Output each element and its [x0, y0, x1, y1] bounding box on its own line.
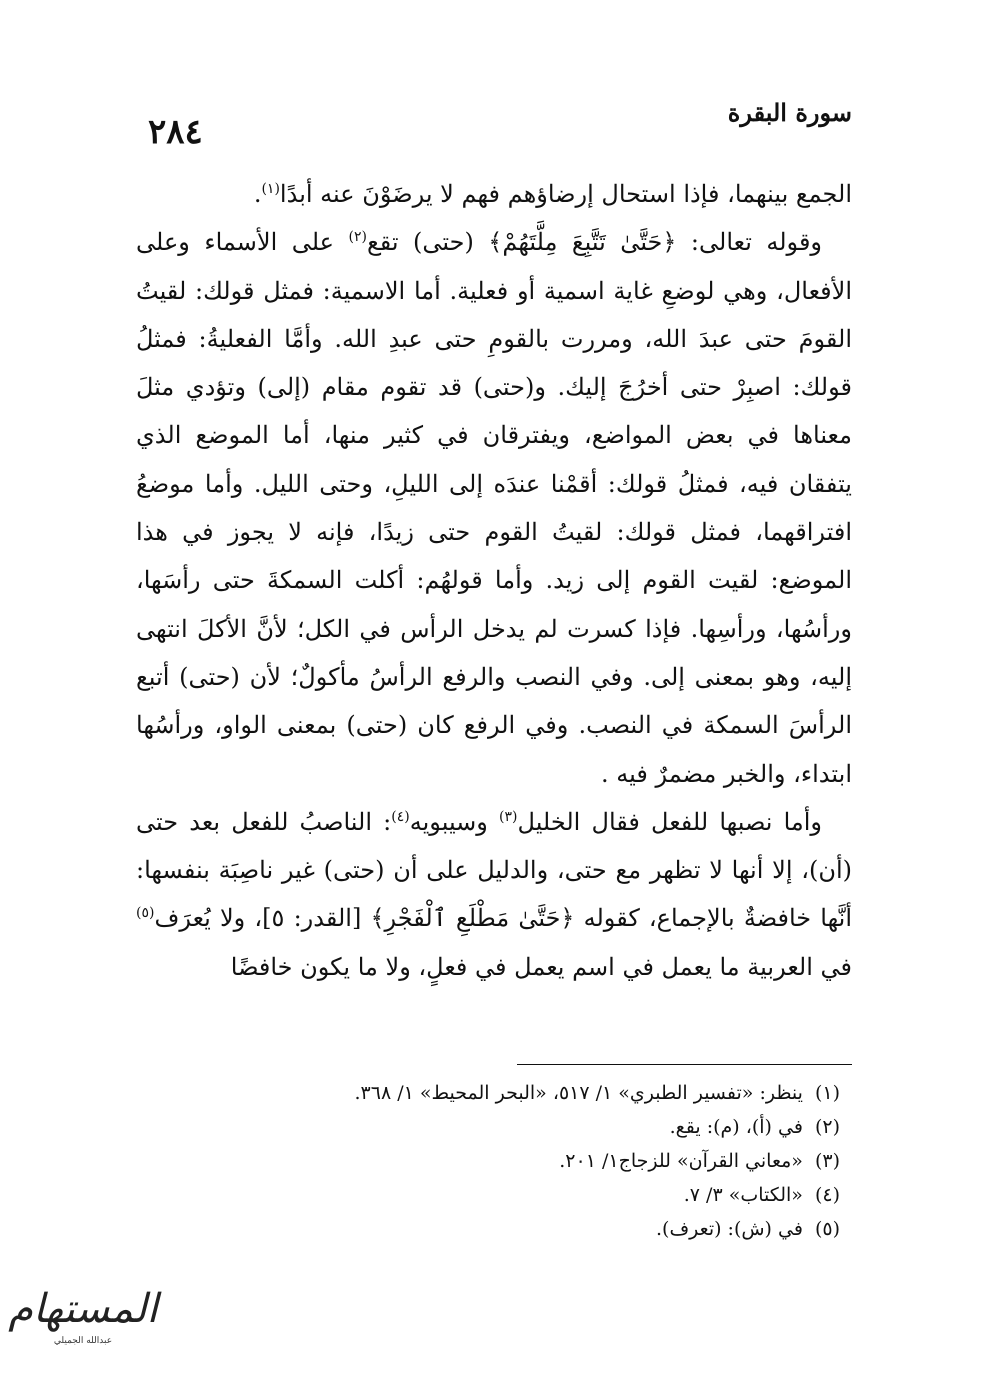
footnote-ref-4[interactable]: (٤) — [391, 808, 410, 825]
footnote-divider — [517, 1064, 852, 1065]
paragraph-2-text-b: (حتى) تقع — [366, 228, 489, 257]
footnote-text: في (ش): (تعرف). — [656, 1218, 803, 1240]
footnote-ref-5[interactable]: (٥) — [136, 905, 155, 922]
footnote-number: (١) — [814, 1082, 840, 1104]
page-header — [148, 98, 852, 152]
footnote-item — [136, 1212, 840, 1246]
footnote-item — [136, 1076, 840, 1110]
footnote-ref-2[interactable]: (٢) — [348, 229, 367, 246]
footnote-text: ينظر: «تفسير الطبري» ١/ ٥١٧، «البحر المحيط» ١/ ٣٦٨. — [354, 1082, 803, 1104]
footnote-number: (٤) — [814, 1184, 840, 1206]
paragraph-3 — [136, 798, 852, 991]
logo-subtext: عبدالله الجميلي — [53, 1336, 113, 1346]
paragraph-1-text: الجمع بينهما، فإذا استحال إرضاؤهم فهم لا يرضَوْنَ عنه أبدًا — [279, 180, 852, 208]
page-number: ٢٨٤ — [148, 112, 203, 152]
footnote-item — [136, 1144, 840, 1178]
footnote-item — [136, 1178, 840, 1212]
paragraph-2-text-a: وقوله تعالى: — [676, 228, 823, 257]
paragraph-3-text-b: وسيبويه — [409, 807, 500, 836]
footnote-number: (٣) — [814, 1150, 840, 1172]
paragraph-3-text-c: : الناصبُ للفعل بعد حتى (أن)، إلا أنها لا تظهر مع حتى، والدليل على أن (حتى) غير ناصِبَة بنفسها: أنَّها خافضةٌ بالإجماع، كقوله — [136, 807, 852, 933]
paragraph-3-text-e: في العربية ما يعمل في اسم يعمل في فعلٍ، ولا ما يكون خافضًا — [230, 952, 852, 981]
footnote-number: (٥) — [814, 1218, 840, 1240]
logo-text: المستهام — [8, 1286, 158, 1332]
quran-verse-1: ﴿حَتَّىٰ تَتَّبِعَ مِلَّتَهُمْ﴾ — [488, 228, 677, 257]
paragraph-3-text-a: وأما نصبها للفعل فقال الخليل — [517, 807, 823, 836]
footnote-ref-3[interactable]: (٣) — [499, 808, 518, 825]
watermark-logo — [8, 1284, 158, 1359]
paragraph-2 — [136, 218, 852, 798]
footnotes — [136, 1076, 840, 1246]
paragraph-1-end: . — [253, 180, 262, 208]
footnote-text: «معاني القرآن» للزجاج١/ ٢٠١. — [559, 1150, 803, 1172]
footnote-item — [136, 1110, 840, 1144]
paragraph-3-text-d: [القدر: ٥]، ولا يُعرَف — [154, 904, 371, 933]
paragraph-2-text-c: على الأسماء وعلى الأفعال، وهي لوضعِ غاية اسمية أو فعلية. أما الاسمية: فمثل قولك: لقيتُ القومَ حتى عبدَ الله، ومررت بالقومِ حتى عبدِ الله. وأمَّا الفعليةُ: فمثلُ قولك: اصبِرْ حتى أخرُجَ إليك. و(حتى) قد تقوم مقام (إلى) وتؤدي مثلَ معناها في بعض المواضع، ويفترقان في كثير منها، أما الموضع الذي يتفقان فيه، فمثلُ قولك: أقمْنا عندَه إلى الليلِ، وحتى الليل. وأما موضعُ افتراقهما، فمثل قولك: لقيتُ القوم حتى زيدًا، فإنه لا يجوز في هذا الموضع: لقيت القوم إلى زيد. وأما قولهُم: أكلت السمكةَ حتى رأسَها، ورأسُها، ورأسِها. فإذا كسرت لم يدخل الرأس في الكل؛ لأنَّ الأكلَ انتهى إليه، وهو بمعنى إلى. وفي النصب والرفع الرأسُ مأكولٌ؛ لأن (حتى) أتبع الرأسَ السمكة في النصب. وفي الرفع كان (حتى) بمعنى الواو، ورأسُها ابتداء، والخبر مضمرٌ فيه . — [136, 228, 852, 788]
main-text — [136, 170, 852, 991]
paragraph-1 — [136, 170, 852, 218]
footnote-text: في (أ)، (م): يقع. — [669, 1116, 803, 1138]
footnote-text: «الكتاب» ٣/ ٧. — [683, 1184, 803, 1206]
quran-verse-2: ﴿حَتَّىٰ مَطْلَعِ ٱلْفَجْرِ﴾ — [370, 904, 575, 933]
footnote-number: (٢) — [814, 1116, 840, 1138]
running-header-surah: سورة البقرة — [727, 98, 852, 127]
footnote-ref-1[interactable]: (١) — [261, 181, 280, 197]
